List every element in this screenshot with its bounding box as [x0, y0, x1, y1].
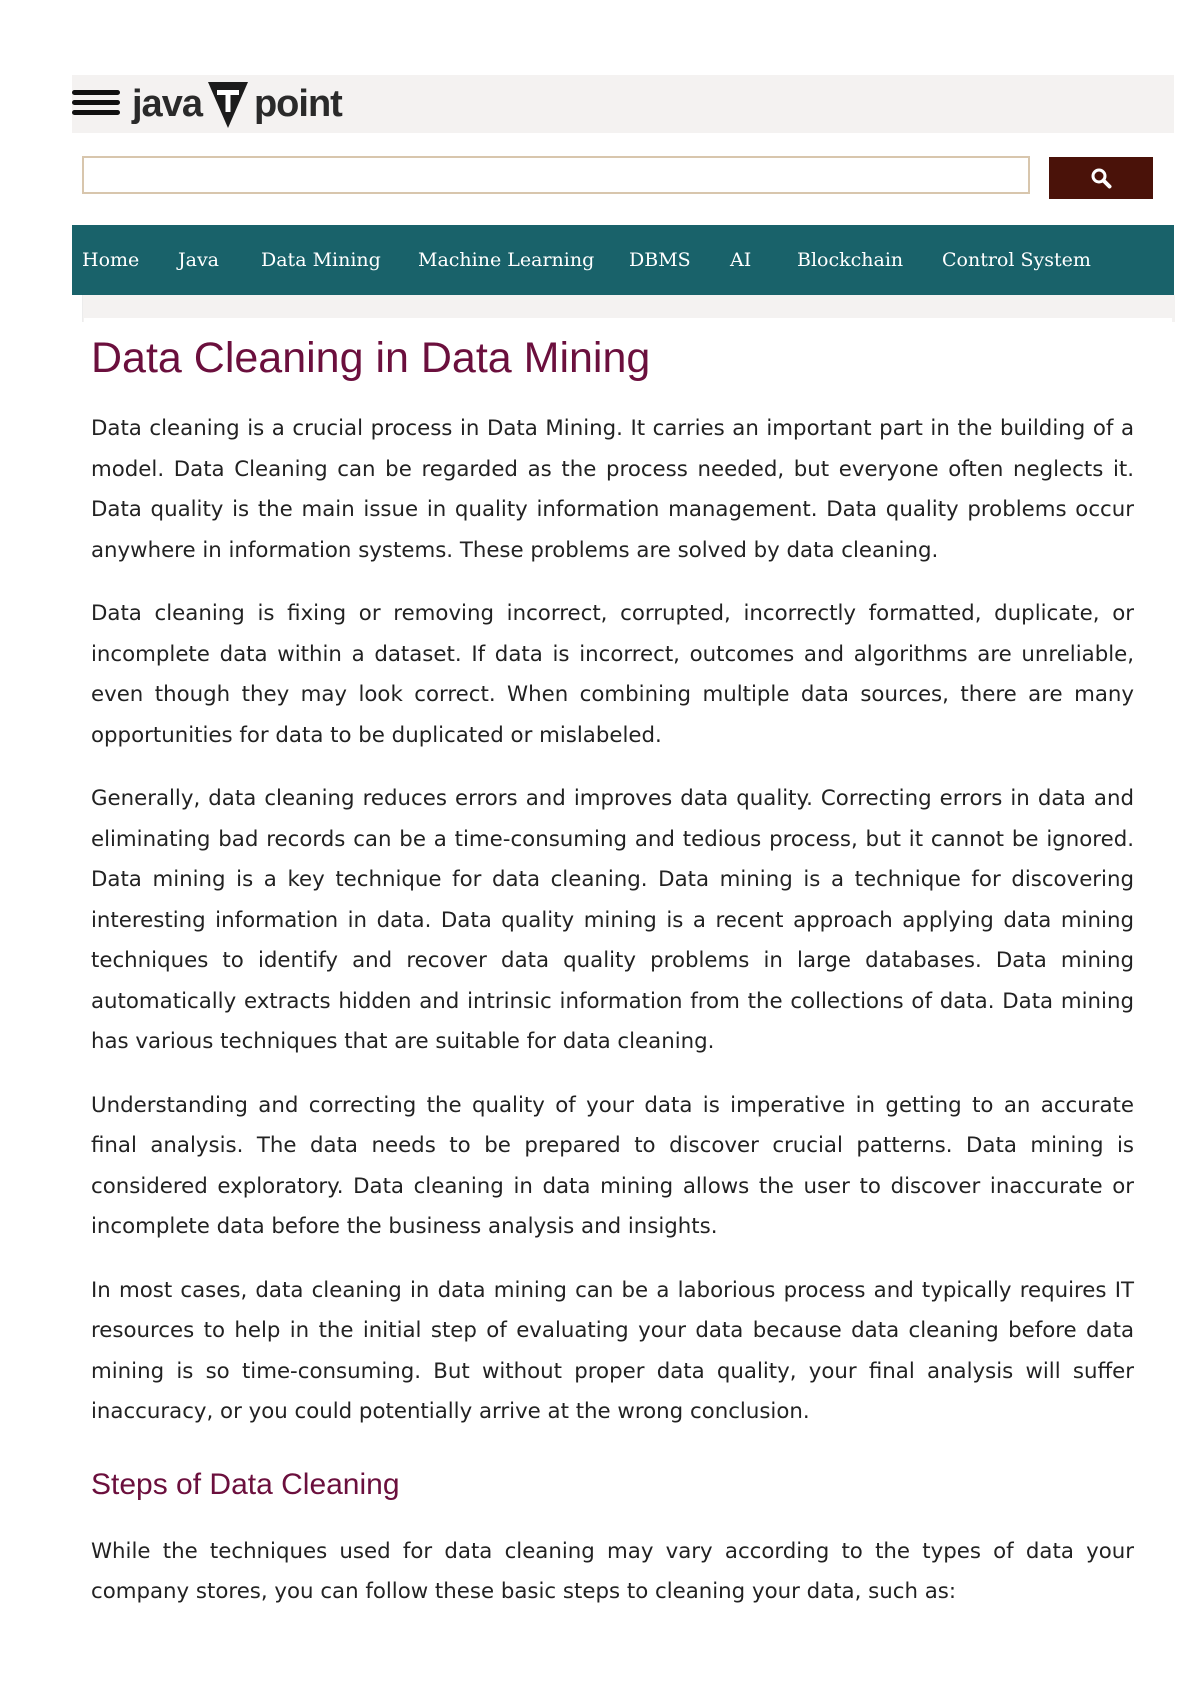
logo-text-point: point [253, 82, 342, 125]
logo-text-java: java [132, 82, 202, 125]
section-heading: Steps of Data Cleaning [91, 1467, 400, 1501]
nav-item-control-system[interactable]: Control System [942, 249, 1091, 271]
nav-item-home[interactable]: Home [82, 249, 140, 271]
site-logo[interactable] [132, 75, 342, 133]
article-paragraph: In most cases, data cleaning in data mining can be a laborious process and typically requires IT resources to help in the initial step of evaluating your data because data cleaning before data mining is so time-consuming. But without proper data quality, your final analysis will suffer inaccuracy, or you could potentially arrive at the wrong conclusion. [91, 1277, 1134, 1424]
nav-item-blockchain[interactable]: Blockchain [797, 249, 904, 271]
header-bar [72, 75, 1174, 133]
search-button[interactable] [1049, 157, 1153, 199]
page-title: Data Cleaning in Data Mining [91, 334, 651, 382]
hamburger-menu-icon[interactable] [72, 90, 120, 120]
article-paragraph: Generally, data cleaning reduces errors and improves data quality. Correcting errors in data and eliminating bad records can be a time-consuming and tedious process, but it cannot be ignored. Data mining is a key technique for data cleaning. Data mining is a technique for discovering interesting information in data. Data quality mining is a recent approach applying data mining techniques to identify and recover data quality problems in large databases. Data mining automatically extracts hidden and intrinsic information from the collections of data. Data mining has various techniques that are suitable for data cleaning. [91, 786, 1134, 1054]
nav-item-dbms[interactable]: DBMS [629, 249, 691, 271]
search-input[interactable] [82, 156, 1030, 194]
logo-t-mark-icon [206, 78, 250, 130]
article-paragraph: Data cleaning is fixing or removing incorrect, corrupted, incorrectly formatted, duplicate, or incomplete data within a dataset. If data is incorrect, outcomes and algorithms are unreliable, even though they may look correct. When combining multiple data sources, there are many opportunities for data to be duplicated or mislabeled. [91, 601, 1134, 748]
content-top-strip-inner [84, 318, 1172, 326]
nav-item-data-mining[interactable]: Data Mining [261, 249, 381, 271]
nav-item-machine-learning[interactable]: Machine Learning [418, 249, 595, 271]
nav-item-ai[interactable]: AI [730, 249, 752, 271]
article-paragraph: While the techniques used for data cleaning may vary according to the types of data your company stores, you can follow these basic steps to cleaning your data, such as: [91, 1538, 1134, 1604]
article-paragraph: Understanding and correcting the quality of your data is imperative in getting to an accurate final analysis. The data needs to be prepared to discover crucial patterns. Data mining is considered exploratory. Data cleaning in data mining allows the user to discover inaccurate or incomplete data before the business analysis and insights. [91, 1092, 1134, 1239]
article-paragraph: Data cleaning is a crucial process in Data Mining. It carries an important part in the building of a model. Data Cleaning can be regarded as the process needed, but everyone often neglects it. Data quality is the main issue in quality information management. Data quality problems occur anywhere in information systems. These problems are solved by data cleaning. [91, 416, 1134, 563]
search-icon [1090, 167, 1112, 189]
main-navbar [72, 225, 1174, 295]
nav-item-java[interactable]: Java [178, 249, 220, 271]
article-content [91, 330, 1134, 1613]
